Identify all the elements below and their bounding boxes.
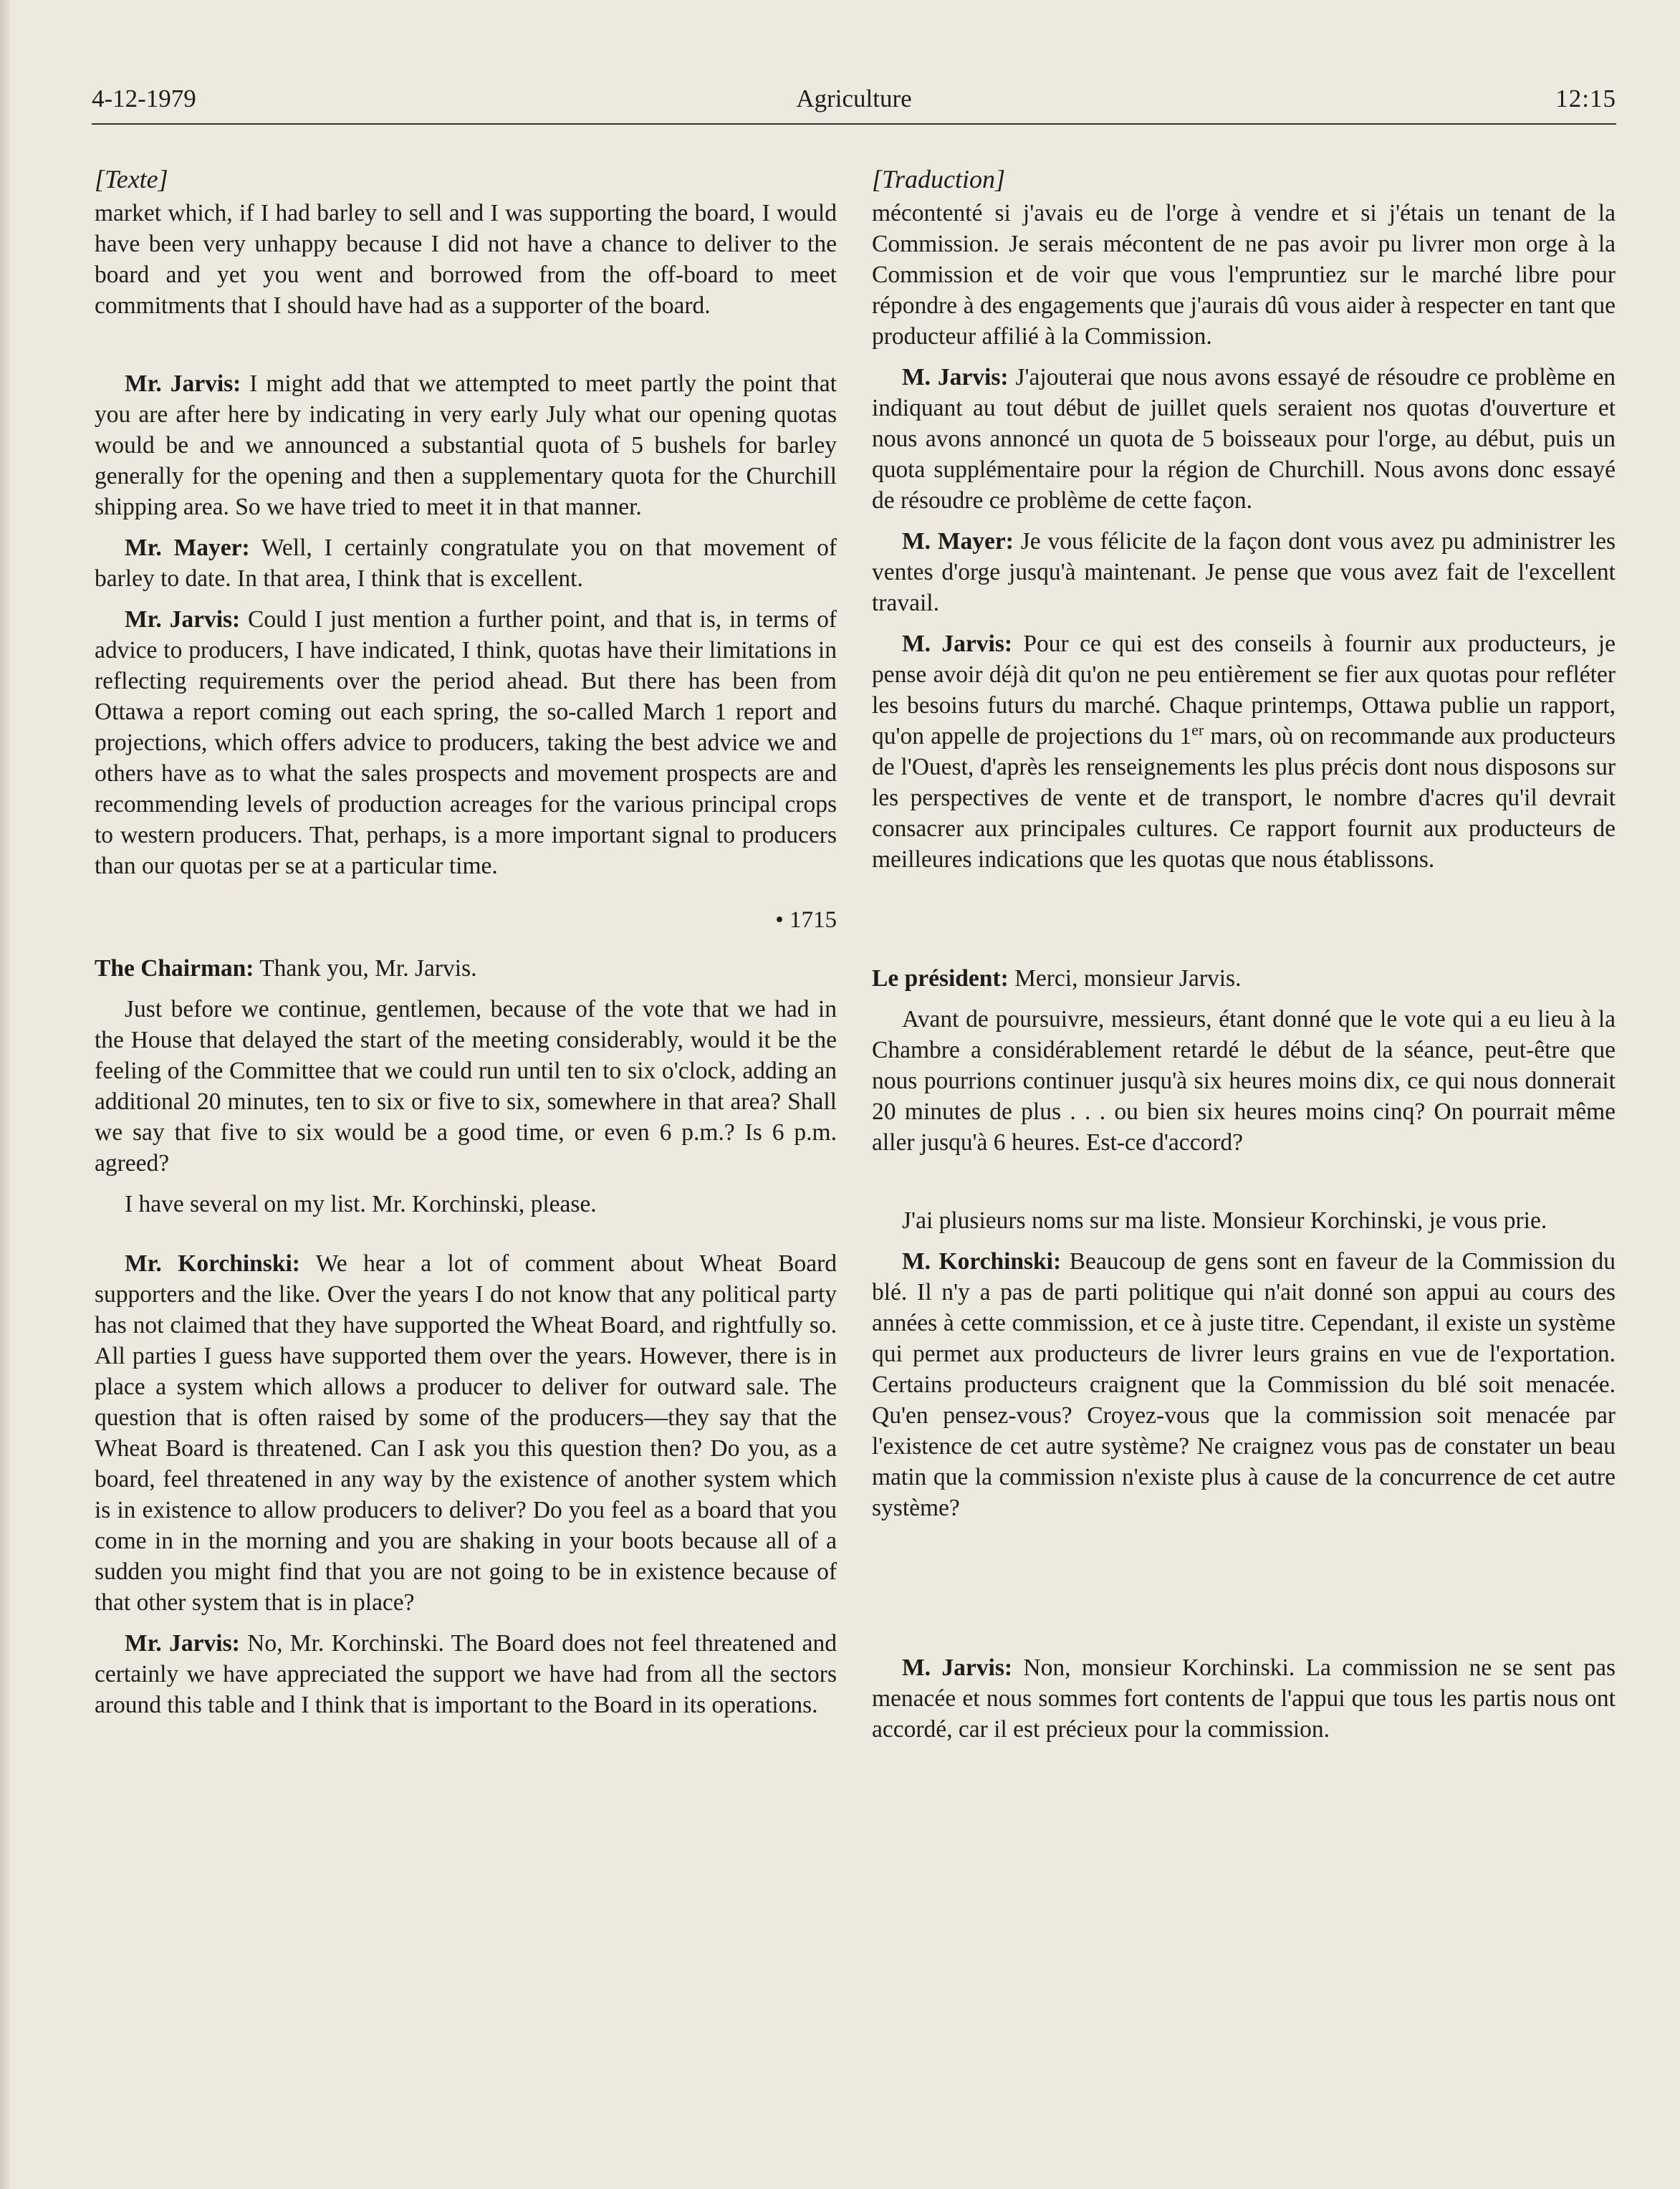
- speaker-name: Le président:: [872, 965, 1009, 992]
- page-edge: [0, 0, 10, 2189]
- superscript: er: [1191, 720, 1204, 739]
- speaker-name: M. Jarvis:: [902, 364, 1009, 391]
- speaker-name: M. Jarvis:: [902, 631, 1013, 657]
- speaker-name: Mr. Jarvis:: [125, 606, 241, 633]
- speech-text: Pour ce qui est des conseils à fournir aux producteurs, je pense avoir déjà dit qu'on ne peu entièrement se fier aux quotas pour refléter les besoins futurs du marché. Chaque printemps, Ottawa publie un rapport, qu'on appelle de projections du 1: [872, 631, 1616, 749]
- speaker-name: Mr. Jarvis:: [125, 1630, 240, 1657]
- english-column-label: [Texte]: [95, 165, 168, 193]
- speaker-name: Mr. Korchinski:: [125, 1250, 300, 1277]
- header-title: Agriculture: [796, 85, 912, 112]
- header-date: 4-12-1979: [92, 85, 196, 112]
- paragraph: [872, 526, 1616, 618]
- french-column-label: [Traduction]: [872, 165, 1006, 193]
- speaker-name: M. Mayer:: [902, 528, 1014, 555]
- speech-text: Well, I certainly congratulate you on that movement of barley to date. In that area, I think that is excellent.: [95, 535, 837, 592]
- english-column: [95, 163, 837, 1720]
- paragraph: [95, 1628, 837, 1720]
- header-page-number: 12:15: [1555, 85, 1616, 112]
- paragraph: [872, 1652, 1616, 1745]
- speech-text: J'ajouterai que nous avons essayé de résoudre ce problème en indiquant au tout début de juillet quels seraient nos quotas d'ouverture et nous avons annoncé un quota de 5 boisseaux pour l'orge, au début, puis un quota supplémentaire pour la région de Churchill. Nous avons donc essayé de résoudre ce problème de cette façon.: [872, 364, 1616, 514]
- time-marker: • 1715: [775, 907, 837, 933]
- paragraph: J'ai plusieurs noms sur ma liste. Monsieur Korchinski, je vous prie.: [902, 1207, 1547, 1234]
- speaker-name: Mr. Mayer:: [125, 535, 250, 561]
- paragraph: [95, 604, 837, 881]
- french-column: [872, 163, 1616, 1745]
- paragraph: [95, 532, 837, 594]
- paragraph: market which, if I had barley to sell and I was supporting the board, I would have been very unhappy because I did not have a chance to deliver to the board and yet you went and borrowed from the off-board to meet commitments that I should have had as a supporter of the board.: [95, 200, 837, 319]
- paragraph: [872, 963, 1616, 994]
- paragraph: [872, 628, 1616, 875]
- speaker-name: Mr. Jarvis:: [125, 370, 241, 397]
- paragraph: [95, 1248, 837, 1618]
- speaker-name: The Chairman:: [95, 955, 254, 982]
- paragraph: [95, 368, 837, 522]
- paragraph: [872, 362, 1616, 516]
- paragraph: [872, 1246, 1616, 1523]
- speech-text: I might add that we attempted to meet partly the point that you are after here by indicating in very early July what our opening quotas would be and we announced a substantial quota of 5 bushels for barley generally for the opening and then a supplementary quota for the Churchill shipping area. So we have tried to meet it in that manner.: [95, 370, 837, 520]
- speech-text: No, Mr. Korchinski. The Board does not feel threatened and certainly we have appreciated the support we have had from all the sectors around this table and I think that is important to the Board in its operations.: [95, 1630, 837, 1718]
- paragraph: Avant de poursuivre, messieurs, étant donné que le vote qui a eu lieu à la Chambre a considérablement retardé le début de la séance, peut-être que nous pourrions continuer jusqu'à six heures moins dix, ce qui nous donnerait 20 minutes de plus . . . ou bien six heures moins cinq? On pourrait même aller jusqu'à 6 heures. Est-ce d'accord?: [872, 1006, 1616, 1156]
- speaker-name: M. Korchinski:: [902, 1248, 1062, 1275]
- speech-text: Thank you, Mr. Jarvis.: [254, 955, 477, 982]
- header-rule: [92, 123, 1616, 125]
- paragraph: [95, 953, 837, 984]
- paragraph: Just before we continue, gentlemen, because of the vote that we had in the House that delayed the start of the meeting considerably, would it be the feeling of the Committee that we could run until ten to six o'clock, adding an additional 20 minutes, ten to six or five to six, somewhere in that area? Shall we say that five to six would be a good time, or even 6 p.m.? Is 6 p.m. agreed?: [95, 996, 837, 1177]
- speech-text: Could I just mention a further point, and that is, in terms of advice to producers, I have indicated, I think, quotas have their limitations in reflecting requirements over the period ahead. But there has been from Ottawa a report coming out each spring, the so-called March 1 report and projections, which offers advice to producers, taking the best advice we and others have as to what the sales prospects and movement prospects are and recommending levels of production acreages for the various principal crops to western producers. That, perhaps, is a more important signal to producers than our quotas per se at a particular time.: [95, 606, 837, 879]
- speech-text: mars, où on recommande aux producteurs de l'Ouest, d'après les renseignements les plus précis dont nous disposons sur les perspectives de vente et de transport, le nombre d'acres qu'il devrait consacrer aux principales cultures. Ce rapport fournit aux producteurs de meilleures indications que les quotas que nous établissons.: [872, 723, 1616, 873]
- speech-text: Non, monsieur Korchinski. La commission ne se sent pas menacée et nous sommes fort contents de l'appui que tous les partis nous ont accordé, car il est précieux pour la commission.: [872, 1654, 1616, 1743]
- running-header: [92, 83, 1616, 123]
- speech-text: Beaucoup de gens sont en faveur de la Commission du blé. Il n'y a pas de parti politique qui n'ait donné son appui au cours des années à cette commission, et ce à juste titre. Cependant, il existe un système qui permet aux producteurs de livrer leurs grains en vue de l'exportation. Certains producteurs craignent que la Commission du blé soit menacée. Qu'en pensez-vous? Croyez-vous que la commission soit menacée par l'existence de cet autre système? Ne craignez vous pas de constater un beau matin que la commission n'existe plus à cause de la concurrence de cet autre système?: [872, 1248, 1616, 1521]
- speaker-name: M. Jarvis:: [902, 1654, 1013, 1681]
- speech-text: Merci, monsieur Jarvis.: [1008, 965, 1242, 992]
- paragraph: I have several on my list. Mr. Korchinski, please.: [125, 1191, 597, 1217]
- paragraph: mécontenté si j'avais eu de l'orge à vendre et si j'étais un tenant de la Commission. Je serais mécontent de ne pas avoir pu livrer mon orge à la Commission et de voir que vous l'empruntiez sur le marché libre pour répondre à des engagements que j'aurais dû vous aider à respecter en tant que producteur affilié à la Commission.: [872, 200, 1616, 350]
- speech-text: We hear a lot of comment about Wheat Board supporters and the like. Over the years I do not know that any political party has not claimed that they have supported the Wheat Board, and rightfully so. All parties I guess have supported them over the years. However, there is in place a system which allows a producer to deliver for outward sale. The question that is often raised by some of the producers—they say that the Wheat Board is threatened. Can I ask you this question then? Do you, as a board, feel threatened in any way by the existence of another system which is in existence to allow producers to deliver? Do you feel as a board that you come in in the morning and you are shaking in your boots because all of a sudden you might find that you are not going to be in existence because of that other system that is in place?: [95, 1250, 837, 1616]
- speech-text: Je vous félicite de la façon dont vous avez pu administrer les ventes d'orge jusqu'à maintenant. Je pense que vous avez fait de l'excellent travail.: [872, 528, 1616, 616]
